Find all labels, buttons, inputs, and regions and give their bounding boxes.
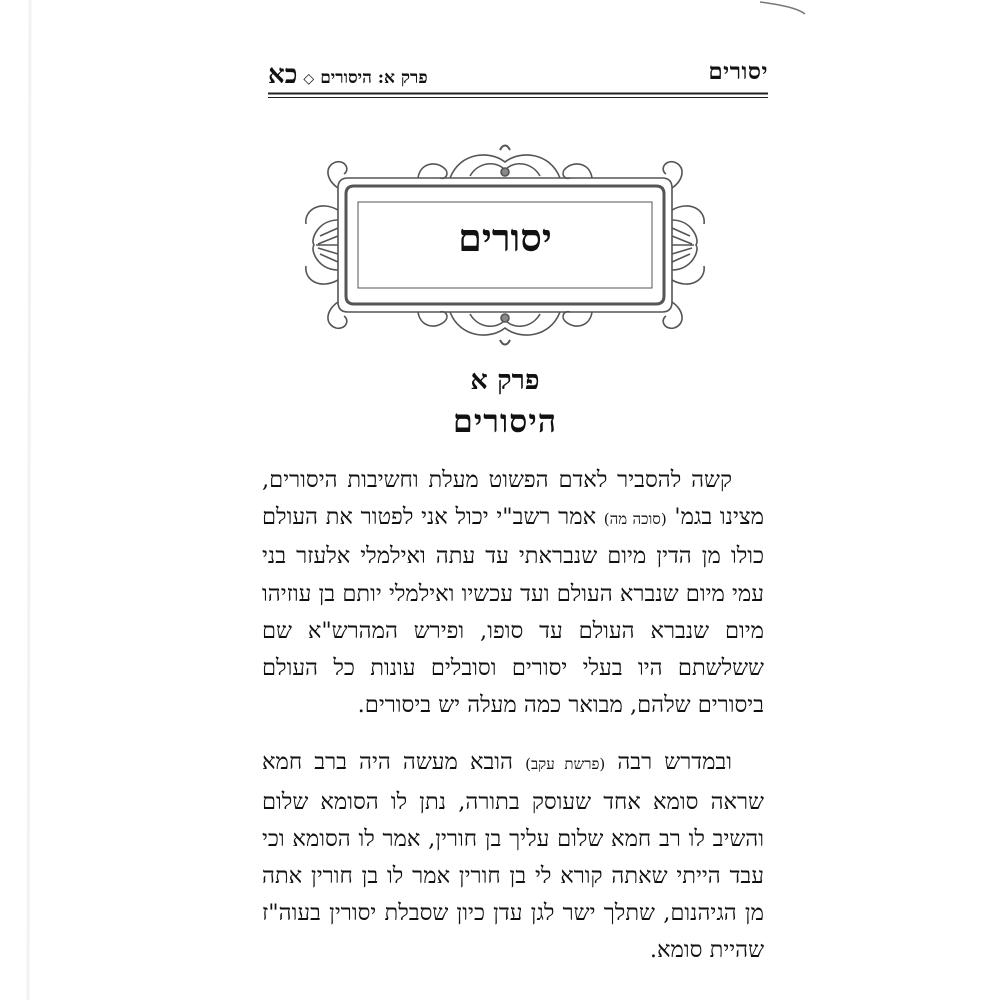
running-header bbox=[268, 58, 768, 88]
header-chapter bbox=[268, 60, 428, 90]
diamond-separator-icon: ◇ bbox=[303, 71, 315, 87]
paragraph-1-text: קשה להסביר לאדם הפשוט מעלת וחשיבות היסורים, מצינו בגמ' bbox=[262, 467, 765, 531]
paragraph-2-text-cont: הובא מעשה היה ברב חמא שראה סומא אחד שעוסק בתורה, נתן לו הסומא שלום והשיב לו רב חמא שלום עליך בן חורין, אמר לו הסומא וכי עבד הייתי שאתה קורא לי בן חורין אמר לו בן חורין אתה מן הגיהנום, שתלך ישר לגן עדן כיון שסבלת יסורין בעוה"ז שהיית סומא. bbox=[262, 749, 764, 964]
header-chapter-label: פרק א: היסורים bbox=[320, 68, 428, 88]
chapter-number: פרק א bbox=[470, 365, 540, 396]
source-citation: (סוכה מה) bbox=[603, 510, 667, 529]
paragraph-2-text: ובמדרש רבה bbox=[617, 749, 733, 776]
paragraph-1-text-cont: אמר רשב"י יכול אני לפטור את העולם כולו מן הדין מיום שנבראתי עד עתה ואילמלי אלעזר בני עמי מיום שנברא העולם ועד עכשיו ואילמלי יותם בן עוזיהו מיום שנברא העולם עד סופו, ופירש המהרש"א שם ששלשתם היו בעלי יסורים וסובלים עונות כל העולם ביסורים שלהם, מבואר כמה מעלה יש ביסורים. bbox=[262, 504, 764, 719]
paragraph-2 bbox=[262, 744, 764, 969]
body-text bbox=[262, 462, 764, 970]
paragraph-1 bbox=[262, 462, 764, 724]
page-number: כא bbox=[268, 60, 298, 90]
header-book-title: יסורים bbox=[708, 58, 768, 85]
source-citation: (פרשת עקב) bbox=[525, 755, 606, 774]
header-rule bbox=[268, 92, 768, 100]
frame-title: יסורים bbox=[458, 215, 552, 260]
chapter-title: היסורים bbox=[452, 402, 558, 440]
